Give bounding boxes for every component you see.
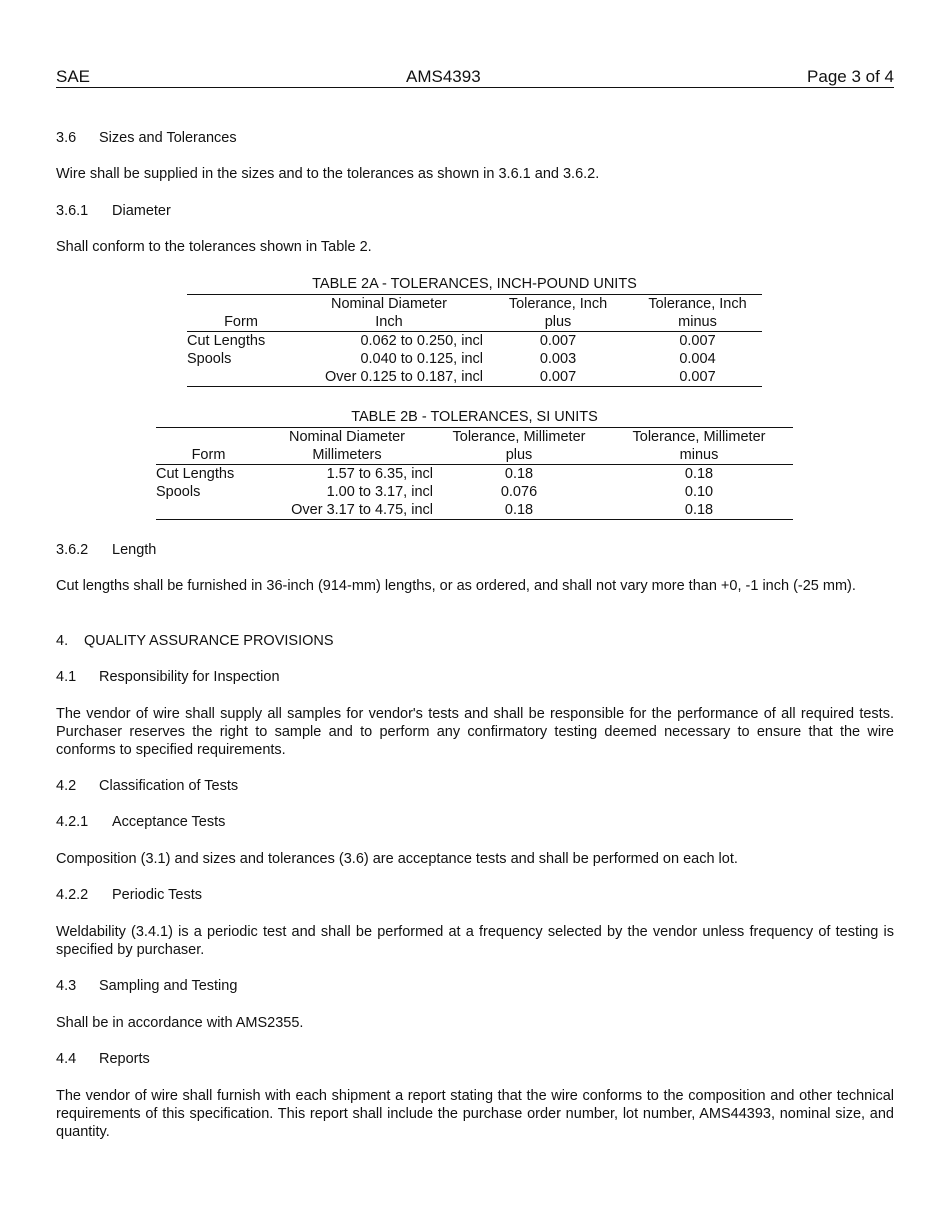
table-cell: Over 3.17 to 4.75, incl — [261, 501, 433, 520]
table-cell: 0.076 — [500, 484, 538, 500]
header-doc-number: AMS4393 — [406, 67, 481, 86]
table-header-cell: Nominal Diameter — [261, 428, 433, 447]
section-heading-4-2-1 — [56, 813, 225, 831]
table-header-row — [156, 428, 793, 447]
section-number: 4. — [56, 633, 69, 649]
section-title: Length — [112, 542, 157, 558]
table-header-cell: Tolerance, Millimeter — [605, 428, 793, 447]
table-header-row — [187, 313, 762, 332]
section-heading-3-6 — [56, 129, 237, 147]
table-cell: 1.00 to 3.17, incl — [326, 484, 433, 500]
table-caption: TABLE 2A - TOLERANCES, INCH-POUND UNITS — [312, 276, 637, 292]
table-cell: 0.003 — [539, 351, 577, 367]
paragraph-3-6: Wire shall be supplied in the sizes and to the tolerances as shown in 3.6.1 and 3.6.2. — [56, 166, 600, 182]
section-title: QUALITY ASSURANCE PROVISIONS — [84, 633, 334, 649]
section-heading-4-1 — [56, 668, 280, 686]
section-title: Sizes and Tolerances — [99, 130, 237, 146]
table-header-cell — [187, 295, 295, 314]
section-title: Responsibility for Inspection — [99, 669, 280, 685]
table-header-cell: Form — [187, 313, 295, 332]
section-number: 3.6.2 — [56, 542, 89, 558]
table-row — [156, 501, 793, 520]
paragraph-4-2-1: Composition (3.1) and sizes and tolerances (3.6) are acceptance tests and shall be performed on each lot. — [56, 851, 738, 867]
table-2b — [156, 408, 793, 520]
section-number: 4.2.2 — [56, 887, 89, 903]
table-cell: Cut Lengths — [156, 466, 235, 482]
table-row — [156, 483, 793, 501]
section-heading-4-2-2 — [56, 886, 202, 904]
section-heading-3-6-2 — [56, 541, 156, 559]
table-cell: 0.18 — [684, 466, 714, 482]
section-number: 4.1 — [56, 669, 77, 685]
section-number: 4.4 — [56, 1051, 77, 1067]
table-cell: 0.18 — [504, 466, 534, 482]
header-rule — [56, 87, 894, 88]
table-header-row — [187, 295, 762, 314]
header-org: SAE — [56, 67, 91, 86]
paragraph-4-1: The vendor of wire shall supply all samples for vendor's tests and shall be responsible for the performance of all required tests. Purchaser reserves the right to sample and to perform any confirmatory testing deemed necessary to ensure that the wire conforms to specified requirements. — [56, 706, 894, 758]
section-number: 4.3 — [56, 978, 77, 994]
table-cell: Spools — [187, 351, 232, 367]
paragraph-3-6-2: Cut lengths shall be furnished in 36-inch (914-mm) lengths, or as ordered, and shall not vary more than +0, -1 inch (-25 mm). — [56, 578, 856, 594]
table-header-cell: Tolerance, Millimeter — [433, 428, 605, 447]
table-header-cell: Form — [156, 446, 261, 465]
table-header-cell: Tolerance, Inch — [633, 295, 762, 314]
section-title: Periodic Tests — [112, 887, 202, 903]
table-header-cell: minus — [633, 313, 762, 332]
section-title: Acceptance Tests — [112, 814, 226, 830]
section-title: Diameter — [112, 203, 171, 219]
section-title: Reports — [99, 1051, 150, 1067]
paragraph-4-2-2: Weldability (3.4.1) is a periodic test and shall be performed at a frequency selected by the vendor unless frequency of testing is specified by purchaser. — [56, 924, 894, 958]
section-title: Classification of Tests — [99, 778, 239, 794]
table-header-cell: plus — [483, 313, 633, 332]
table-header-cell: Tolerance, Inch — [483, 295, 633, 314]
table-cell: 0.062 to 0.250, incl — [360, 333, 483, 349]
table-cell: 0.18 — [605, 501, 793, 520]
section-heading-4-4 — [56, 1050, 150, 1068]
section-heading-3-6-1 — [56, 202, 171, 220]
table-cell: Cut Lengths — [187, 333, 266, 349]
table-cell: 0.007 — [539, 333, 577, 349]
paragraph-3-6-1: Shall conform to the tolerances shown in Table 2. — [56, 239, 372, 255]
table-cell — [187, 368, 295, 387]
table-row — [187, 350, 762, 368]
table-cell: 0.10 — [684, 484, 714, 500]
table-cell: 0.004 — [679, 351, 716, 367]
table-row — [187, 368, 762, 387]
section-number: 4.2.1 — [56, 814, 89, 830]
table-2a — [187, 275, 762, 387]
section-heading-4-2 — [56, 777, 238, 795]
table-cell: 0.007 — [679, 333, 716, 349]
table-row — [187, 332, 762, 351]
section-number: 3.6 — [56, 130, 77, 146]
table-header-cell: Nominal Diameter — [295, 295, 483, 314]
table-header-cell — [156, 428, 261, 447]
section-title: Sampling and Testing — [99, 978, 238, 994]
table-cell: 0.18 — [433, 501, 605, 520]
table-caption: TABLE 2B - TOLERANCES, SI UNITS — [351, 409, 598, 425]
table-cell: 0.040 to 0.125, incl — [360, 351, 483, 367]
table-cell — [156, 501, 261, 520]
paragraph-4-3: Shall be in accordance with AMS2355. — [56, 1015, 304, 1031]
table-cell: 1.57 to 6.35, incl — [326, 466, 433, 482]
section-heading-4-3 — [56, 977, 237, 995]
table-header-cell: Inch — [295, 313, 483, 332]
table-header-cell: Millimeters — [261, 446, 433, 465]
table-cell: 0.007 — [483, 368, 633, 387]
table-header-cell: minus — [605, 446, 793, 465]
table-cell: Spools — [156, 484, 201, 500]
header-page-number: Page 3 of 4 — [807, 67, 894, 86]
paragraph-4-4: The vendor of wire shall furnish with each shipment a report stating that the wire conforms to the composition and other technical requirements of this specification. This report shall include the purchase order number, lot number, AMS44393, nominal size, and quantity. — [56, 1088, 894, 1140]
table-row — [156, 465, 793, 484]
section-number: 3.6.1 — [56, 203, 89, 219]
table-cell: Over 0.125 to 0.187, incl — [295, 368, 483, 387]
section-heading-4 — [56, 632, 334, 650]
table-header-cell: plus — [433, 446, 605, 465]
table-cell: 0.007 — [633, 368, 762, 387]
table-header-row — [156, 446, 793, 465]
section-number: 4.2 — [56, 778, 77, 794]
